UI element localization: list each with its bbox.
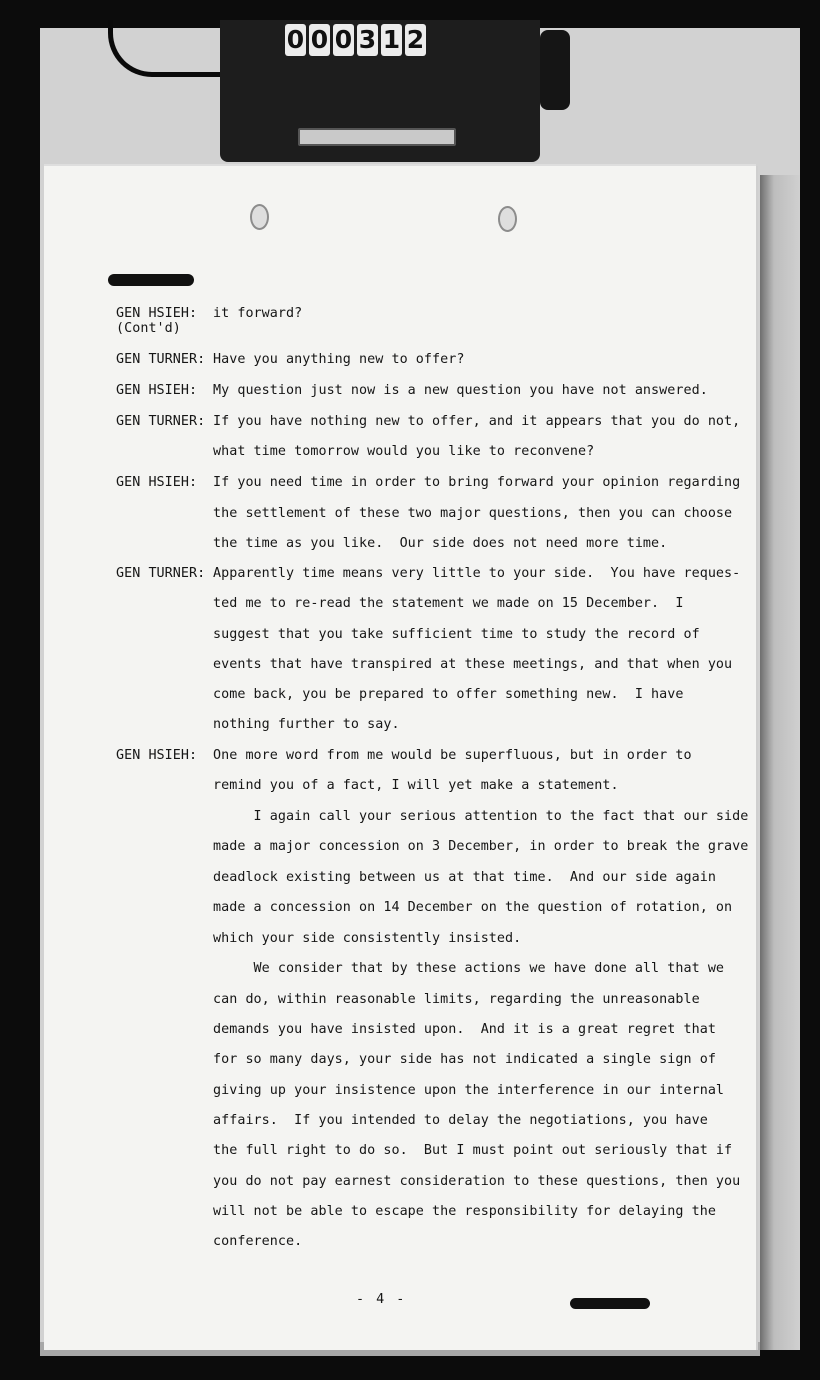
counter-digit: 0	[334, 25, 353, 54]
transcript-line: Have you anything new to offer?	[213, 352, 465, 367]
speaker-label: GEN HSIEH:	[116, 306, 198, 321]
speaker-label: GEN TURNER:	[116, 352, 206, 367]
transcript-line: nothing further to say.	[213, 717, 400, 732]
redaction-mark	[570, 1298, 650, 1309]
transcript-line: Apparently time means very little to your side. You have reques-	[213, 566, 741, 581]
transcript-line: the time as you like. Our side does not need more time.	[213, 536, 668, 551]
transcript-line: for so many days, your side has not indicated a single sign of	[213, 1052, 716, 1067]
speaker-label: GEN HSIEH:	[116, 475, 198, 490]
document-page	[44, 166, 756, 1350]
transcript-line: it forward?	[213, 306, 303, 321]
transcript-line: will not be able to escape the responsibility for delaying the	[213, 1204, 716, 1219]
speaker-label: GEN HSIEH:	[116, 383, 198, 398]
transcript-line: come back, you be prepared to offer something new. I have	[213, 687, 684, 702]
transcript-line: can do, within reasonable limits, regarding the unreasonable	[213, 992, 700, 1007]
counter-digit: 0	[286, 25, 305, 54]
transcript-line: demands you have insisted upon. And it is a great regret that	[213, 1022, 716, 1037]
counter-digit: 0	[310, 25, 329, 54]
speaker-label: GEN TURNER:	[116, 414, 206, 429]
transcript-line: what time tomorrow would you like to reconvene?	[213, 444, 595, 459]
transcript-line: you do not pay earnest consideration to these questions, then you	[213, 1174, 741, 1189]
counter-cable	[108, 20, 233, 77]
transcript-line: events that have transpired at these meetings, and that when you	[213, 657, 733, 672]
counter-digit: 3	[358, 25, 377, 54]
board-shadow-edge	[760, 175, 800, 1350]
transcript-line: the settlement of these two major questions, then you can choose	[213, 506, 733, 521]
transcript-line: made a major concession on 3 December, in order to break the grave	[213, 839, 749, 854]
transcript-line: giving up your insistence upon the interference in our internal	[213, 1083, 725, 1098]
transcript-line: I again call your serious attention to the fact that our side	[213, 809, 749, 824]
transcript-line: My question just now is a new question you have not answered.	[213, 383, 708, 398]
speaker-label: (Cont'd)	[116, 321, 181, 336]
frame-counter-digits	[285, 24, 426, 58]
counter-digit: 1	[382, 25, 401, 54]
transcript-line: affairs. If you intended to delay the negotiations, you have	[213, 1113, 708, 1128]
transcript-line: deadlock existing between us at that time. And our side again	[213, 870, 716, 885]
speaker-label: GEN HSIEH:	[116, 748, 198, 763]
transcript-line: the full right to do so. But I must point out seriously that if	[213, 1143, 733, 1158]
redaction-mark	[108, 274, 194, 286]
counter-knob	[540, 30, 570, 110]
punch-hole	[250, 204, 269, 230]
speaker-label: GEN TURNER:	[116, 566, 206, 581]
transcript-line: conference.	[213, 1234, 303, 1249]
transcript-line: We consider that by these actions we have done all that we	[213, 961, 725, 976]
transcript-line: remind you of a fact, I will yet make a statement.	[213, 778, 619, 793]
transcript-line: ted me to re-read the statement we made on 15 December. I	[213, 596, 684, 611]
punch-hole	[498, 206, 517, 232]
transcript-line: which your side consistently insisted.	[213, 931, 522, 946]
page-number: - 4 -	[356, 1292, 407, 1307]
counter-digit: 2	[406, 25, 425, 54]
transcript-line: One more word from me would be superfluous, but in order to	[213, 748, 692, 763]
transcript-line: If you need time in order to bring forward your opinion regarding	[213, 475, 741, 490]
counter-slot	[298, 128, 456, 146]
transcript-line: suggest that you take sufficient time to study the record of	[213, 627, 700, 642]
transcript-line: If you have nothing new to offer, and it appears that you do not,	[213, 414, 741, 429]
transcript-line: made a concession on 14 December on the question of rotation, on	[213, 900, 733, 915]
